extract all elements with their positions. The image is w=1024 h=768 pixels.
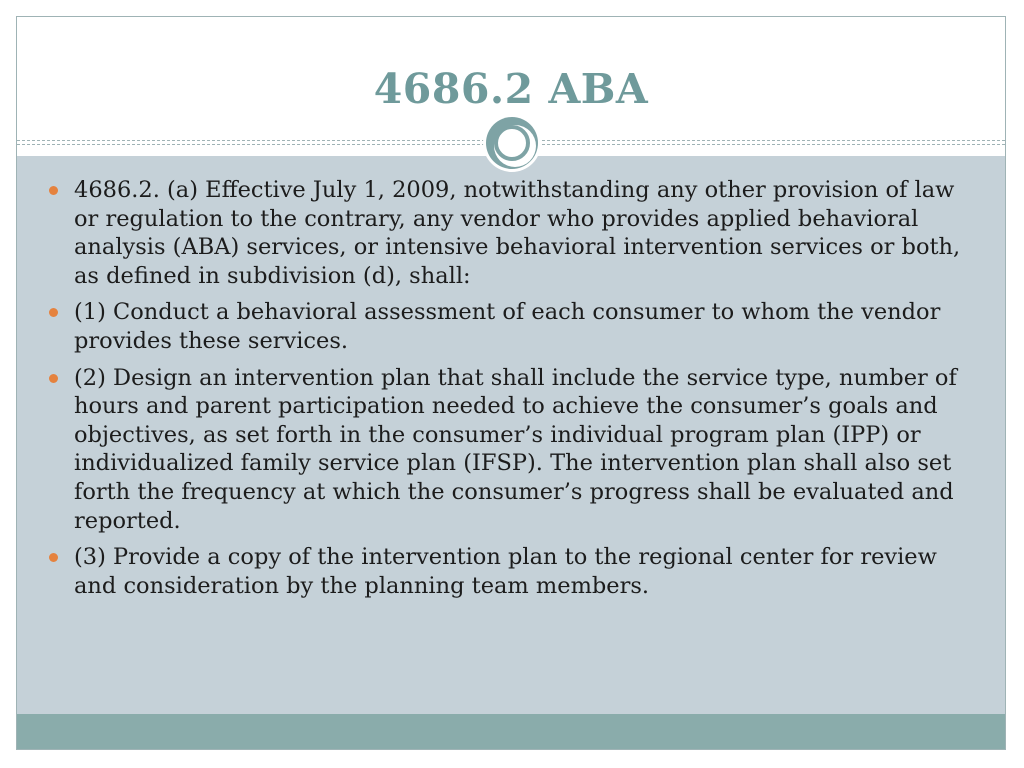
bullet-text: 4686.2. (a) Effective July 1, 2009, notwithstanding any other provision of law or regulation to the contrary, any vendor who provides applied behavioral analysis (ABA) services, or intensive behavioral intervention services or both, as defined in subdivision (d), shall: xyxy=(74,177,961,289)
slide-title: 4686.2 ABA xyxy=(373,65,649,113)
bottom-bar xyxy=(17,714,1005,749)
bullet-item xyxy=(74,298,979,355)
circle-ornament-icon xyxy=(483,114,541,172)
bullet-text: (2) Design an intervention plan that shall include the service type, number of hours and parent participation needed to achieve the consumer’s goals and objectives, as set forth in the consumer’s individual program plan (IPP) or individualized family service plan (IFSP). The intervention plan shall also set forth the frequency at which the consumer’s progress shall be evaluated and reported. xyxy=(74,364,957,534)
bullet-item xyxy=(74,543,979,600)
bullet-icon xyxy=(49,374,58,383)
bullet-text: (3) Provide a copy of the intervention plan to the regional center for review and consideration by the planning team members. xyxy=(74,544,937,599)
bullet-list xyxy=(74,176,979,608)
bullet-text: (1) Conduct a behavioral assessment of each consumer to whom the vendor provides these services. xyxy=(74,299,941,354)
bullet-item xyxy=(74,364,979,536)
bullet-item xyxy=(74,176,979,290)
bullet-icon xyxy=(49,186,58,195)
